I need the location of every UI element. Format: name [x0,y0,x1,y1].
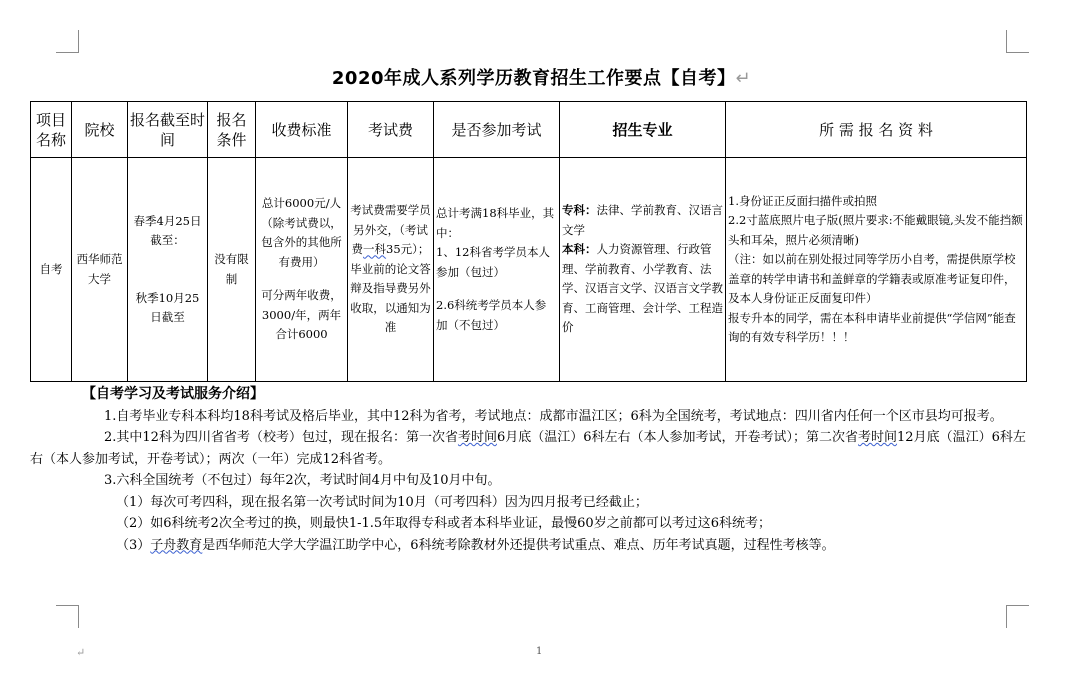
paragraph-2: 2.其中12科为四川省省考（校考）包过，现在报名：第一次省考时间6月底（温江）6科左右（本人参加考试，开卷考试）；第二次省考时间12月底（温江）6科左右（本人参加考试，开卷考试）；两次（一年）完成12科省考。 [30,430,1026,467]
table-header-row [31,102,1027,158]
cell-condition: 没有限制 [208,158,256,382]
page-corner-mark [1006,30,1029,53]
cell-project: 自考 [31,158,72,382]
header-materials: 所 需 报 名 资 料 [726,102,1027,158]
section-title: 【自考学习及考试服务介绍】 [82,386,264,402]
paragraph-mark-icon: ↵ [76,646,86,659]
paragraph-5: （2）如6科统考2次全考过的换，则最快1-1.5年取得专科或者本科毕业证，最慢60岁之前都可以考过这6科统考； [116,516,771,531]
table-row [31,158,1027,382]
page-corner-mark [56,30,79,53]
cell-school: 西华师范大学 [72,158,128,382]
paragraph-3: 3.六科全国统考（不包过）每年2次，考试时间4月中旬及10月中旬。 [104,473,501,488]
header-majors: 招生专业 [560,102,726,158]
cell-materials: 1.身份证正反面扫描件或拍照 2.2寸蓝底照片电子版(照片要求:不能戴眼镜,头发不能挡额头和耳朵，照片必须清晰) （注：如以前在别处报过同等学历小自考，需提供原学校盖章的转学申请书和盖鲜章的学籍表或原准考证复印件，及本人身份证正反面复印件） 报专升本的同学，需在本科申请毕业前提供“学信网”能查询的有效专科学历！！！ [726,158,1027,382]
header-project: 项目名称 [31,102,72,158]
cell-exam-required: 总计考满18科毕业，其中： 1、12科省考学员本人参加（包过） 2.6科统考学员本人参加（不包过） [434,158,560,382]
header-condition: 报名条件 [208,102,256,158]
service-intro-section [30,384,1030,556]
document-title: 2020年成人系列学历教育招生工作要点【自考】↵ [331,68,752,89]
cell-deadline: 春季4月25日截至： 秋季10月25日截至 [128,158,208,382]
paragraph-4: （1）每次可考四科，现在报名第一次考试时间为10月（可考四科）因为四月报考已经截止； [116,494,648,510]
cell-fee: 总计6000元/人 （除考试费以，包含外的其他所有费用） 可分两年收费，3000/年，两年合计6000 [256,158,348,382]
admissions-table [30,101,1027,382]
header-exam-required: 是否参加考试 [434,102,560,158]
cell-majors: 专科：法律、学前教育、汉语言文学 本科：人力资源管理、行政管理、学前教育、小学教育、法学、汉语言文学、汉语言文学教育、工商管理、会计学、工程造价 [560,158,726,382]
header-exam-fee: 考试费 [348,102,434,158]
cell-exam-fee: 考试费需要学员另外交，（考试费一科35元）；毕业前的论文答辩及指导费另外收取，以通知为准 [348,158,434,382]
header-deadline: 报名截至时间 [128,102,208,158]
page-number: 1 [536,646,543,657]
header-school: 院校 [72,102,128,158]
paragraph-6: （3）子舟教育是西华师范大学大学温江助学中心，6科统考除教材外还提供考试重点、难点、历年考试真题，过程性考核等。 [116,537,835,553]
paragraph-1: 1.自考毕业专科本科均18科考试及格后毕业，其中12科为省考，考试地点：成都市温江区；6科为全国统考，考试地点：四川省内任何一个区市县均可报考。 [104,408,1003,424]
page-corner-mark [1006,605,1029,628]
header-fee: 收费标准 [256,102,348,158]
page-corner-mark [56,605,79,628]
